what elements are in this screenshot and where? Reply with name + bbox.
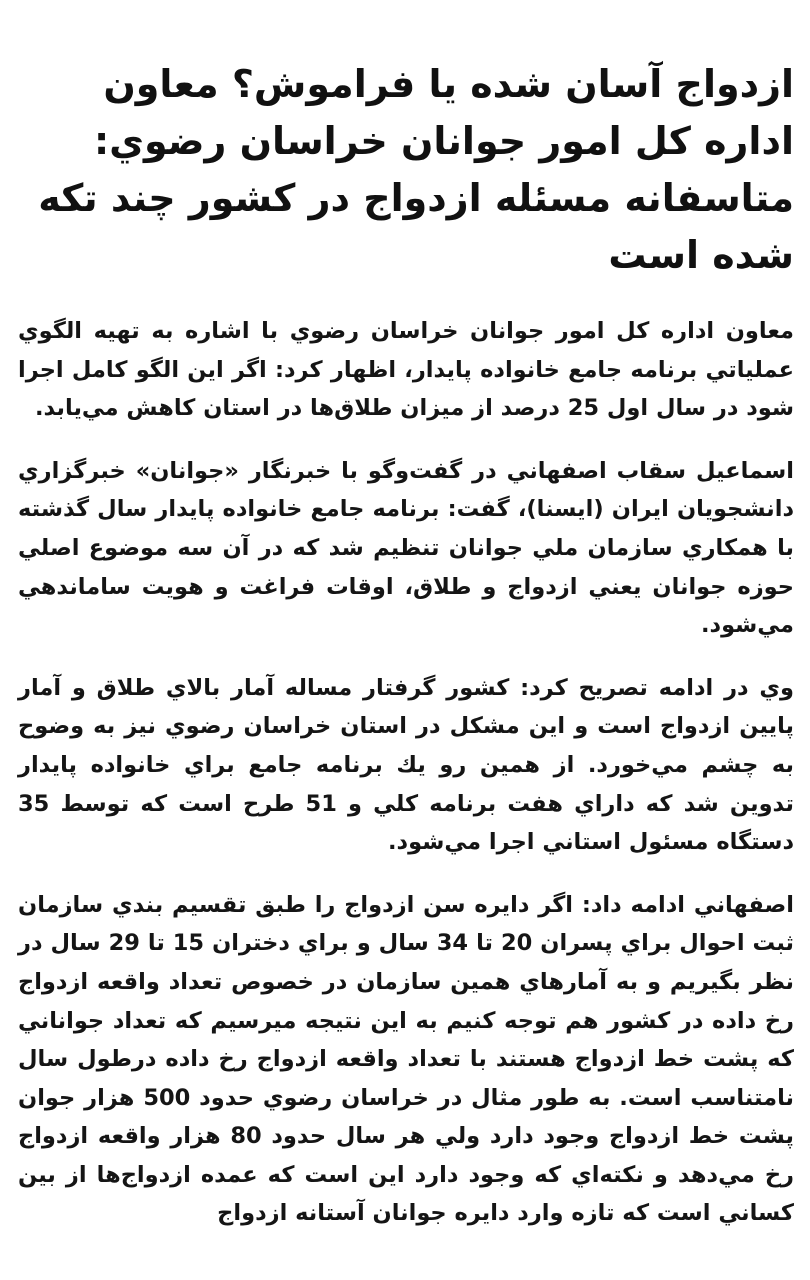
article-paragraph-3: وي در ادامه تصريح كرد: كشور گرفتار مساله آمار بالاي طلاق و آمار پايين ازدواج است و اين مشكل در استان خراسان رضوي نيز به وضوح به چشم مي‌خورد. از همين رو يك برنامه جامع براي خانواده پايدار تدوين شد كه داراي هفت برنامه كلي و 51 طرح است كه توسط 35 دستگاه مسئول استاني اجرا مي‌شود. [18, 674, 794, 856]
article-body [18, 312, 794, 1233]
article-paragraph-2: اسماعيل سقاب اصفهاني در گفت‌وگو با خبرنگار «جوانان» خبرگزاري دانشجويان ايران (ايسنا)، گفت: برنامه جامع خانواده پايدار سال گذشته با همكاري سازمان ملي جوانان تنظيم شد كه در آن سه موضوع اصلي حوزه جوانان يعني ازدواج و طلاق، اوقات فراغت و هويت ساماندهي مي‌شود. [18, 457, 794, 639]
article-paragraph-4: اصفهاني ادامه داد: اگر دايره سن ازدواج را طبق تقسيم بندي سازمان ثبت احوال براي پسران 20 تا 34 سال و براي دختران 15 تا 29 سال در نظر بگيريم و به آمارهاي همين سازمان در خصوص تعداد واقعه ازدواج رخ داده در كشور هم توجه كنيم به اين نتيجه ميرسيم كه تعداد جواناني كه پشت خط ازدواج هستند با تعداد واقعه ازدواج رخ داده درطول سال نامتناسب است. به طور مثال در خراسان رضوي حدود 500 هزار جوان پشت خط ازدواج وجود دارد ولي هر سال حدود 80 هزار واقعه ازدواج رخ مي‌دهد و نكته‌اي كه وجود دارد اين است كه عمده ازدواج‌ها از بين كساني است كه تازه وارد دايره جوانان آستانه ازدواج [18, 891, 794, 1227]
article [18, 56, 794, 1257]
article-paragraph-1: معاون اداره كل امور جوانان خراسان رضوي با اشاره به تهيه الگوي عملياتي برنامه جامع خانواده پايدار، اظهار كرد: اگر اين الگو كامل اجرا شود در سال اول 25 درصد از ميزان طلاق‌ها در استان كاهش مي‌يابد. [18, 318, 794, 422]
article-headline: ازدواج آسان شده يا فراموش؟ معاون اداره كل امور جوانان خراسان رضوي: متاسفانه مسئله ازدواج در كشور چند تكه شده است [38, 62, 794, 277]
